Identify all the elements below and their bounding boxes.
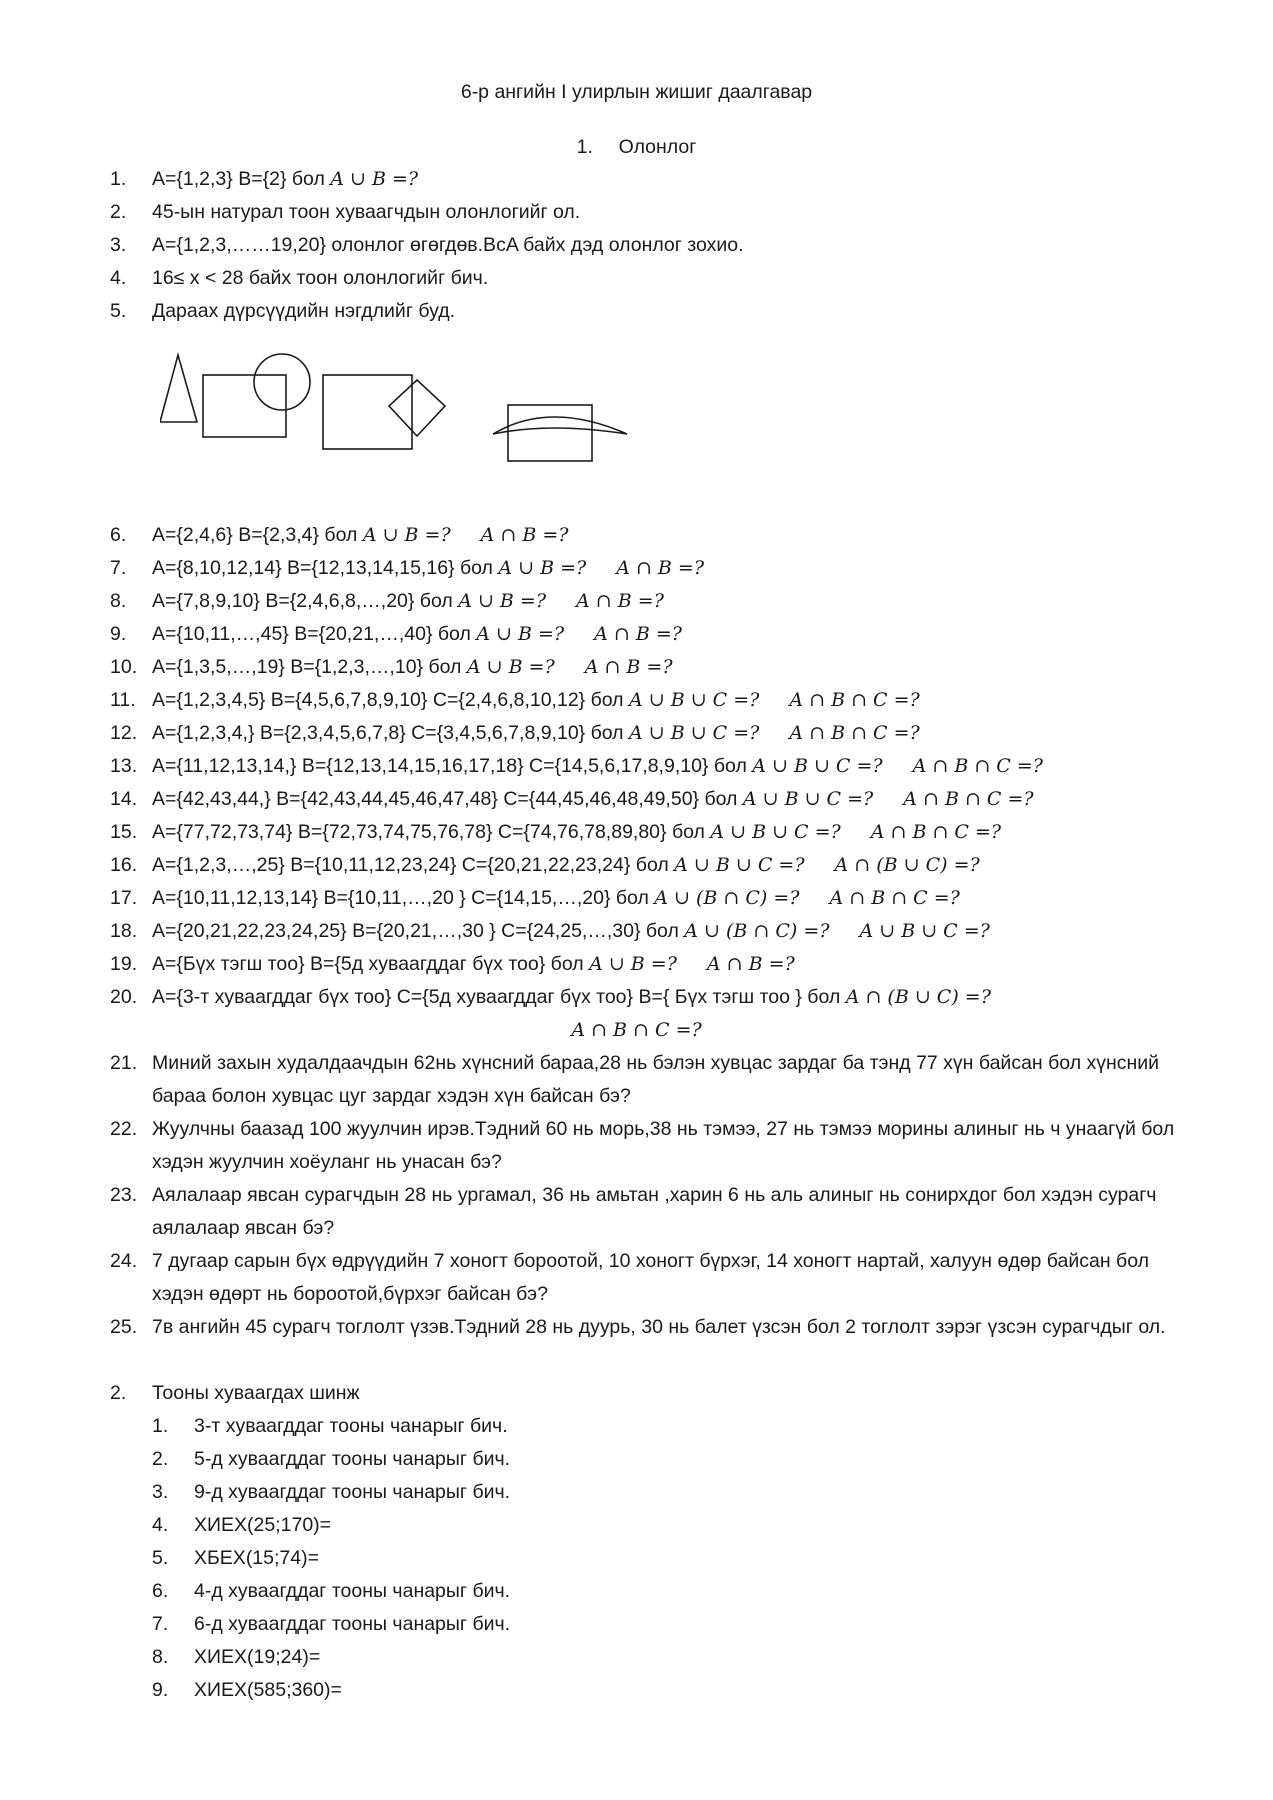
math-expression: A ∪ B ∪ C =? — [628, 689, 760, 711]
question-number: 21. — [110, 1052, 138, 1074]
question-number: 5. — [110, 300, 127, 322]
question-1 — [110, 163, 1200, 196]
question-text: A={1,2,3,4,} B={2,3,4,5,6,7,8} C={3,4,5,6,7,8,9,10} бол — [152, 722, 624, 744]
item-text: 4-д хуваагддаг тооны чанарыг бич. — [194, 1580, 511, 1602]
question-text: A={3-т хуваагддаг бүх тоо} C={5д хуваагддаг бүх тоо} B={ Бүх тэгш тоо } бол — [152, 986, 841, 1008]
question-number: 4. — [110, 267, 127, 289]
question-number: 15. — [110, 821, 138, 843]
page-title: 6-р ангийн I улирлын жишиг даалгавар — [460, 81, 813, 103]
question-number: 11. — [110, 689, 136, 711]
question-text: A={10,11,12,13,14} B={10,11,…,20 } C={14,15,…,20} бол — [152, 887, 649, 909]
question-12 — [110, 717, 1200, 750]
question-25 — [110, 1311, 1200, 1344]
arc-shape-bottom — [493, 428, 627, 434]
question-number: 24. — [110, 1250, 138, 1272]
math-expression: A ∪ (B ∩ C) =? — [654, 887, 800, 909]
question-text: A={10,11,…,45} B={20,21,…,40} бол — [152, 623, 471, 645]
question-number: 23. — [110, 1184, 138, 1206]
math-expression: A ∩ B ∩ C =? — [571, 1019, 702, 1041]
section-2-item-1 — [152, 1410, 1152, 1443]
section-2-heading — [110, 1377, 1200, 1410]
section-1-heading — [0, 136, 1273, 159]
triangle-shape — [160, 355, 197, 422]
question-20 — [110, 981, 1200, 1014]
square-shape — [323, 375, 412, 449]
question-number: 8. — [110, 590, 127, 612]
question-text: A={20,21,22,23,24,25} B={20,21,…,30 } C={24,25,…,30} бол — [152, 920, 679, 942]
question-17 — [110, 882, 1200, 915]
math-expression: A ∪ B ∪ C =? — [742, 788, 874, 810]
question-text: A={1,3,5,…,19} B={1,2,3,…,10} бол — [152, 656, 462, 678]
question-text: A={8,10,12,14} B={12,13,14,15,16} бол — [152, 557, 493, 579]
section-2-number: 2. — [110, 1382, 127, 1404]
math-expression: A ∩ B =? — [616, 557, 705, 579]
question-number: 6. — [110, 524, 127, 546]
question-number: 16. — [110, 854, 138, 876]
section-2-item-9 — [152, 1674, 1152, 1707]
question-number: 10. — [110, 656, 138, 678]
item-text: 9-д хуваагддаг тооны чанарыг бич. — [194, 1481, 511, 1503]
section-2-item-7 — [152, 1608, 1152, 1641]
item-text: ХИЕХ(19;24)= — [194, 1646, 321, 1668]
math-expression: A ∩ B ∩ C =? — [912, 755, 1043, 777]
question-number: 25. — [110, 1316, 138, 1338]
question-text: A={1,2,3,……19,20} олонлог өгөгдөв.BcA байх дэд олонлог зохио. — [152, 234, 744, 256]
rectangle-shape-2 — [508, 405, 592, 461]
question-text: A={1,2,3} B={2} бол — [152, 168, 325, 190]
item-text: 5-д хуваагддаг тооны чанарыг бич. — [194, 1448, 511, 1470]
question-23 — [110, 1179, 1200, 1245]
math-expression: A ∪ B ∪ C =? — [674, 854, 805, 876]
item-number: 7. — [152, 1613, 169, 1635]
question-text: A={Бүх тэгш тоо} B={5д хуваагддаг бүх тоо} бол — [152, 953, 584, 975]
diamond-shape — [389, 380, 445, 436]
math-expression: A ∩ B =? — [706, 953, 795, 975]
section-2-item-5 — [152, 1542, 1152, 1575]
item-number: 5. — [152, 1547, 169, 1569]
circle-shape — [254, 354, 310, 410]
question-11 — [110, 684, 1200, 717]
math-expression: A ∩ B =? — [576, 590, 664, 612]
section-2-title: Тооны хуваагдах шинж — [152, 1382, 360, 1404]
item-text: ХИЕХ(585;360)= — [194, 1679, 342, 1701]
question-18 — [110, 915, 1200, 948]
question-19 — [110, 948, 1200, 981]
question-9 — [110, 618, 1200, 651]
question-number: 13. — [110, 755, 138, 777]
question-text: Жуулчны баазад 100 жуулчин ирэв.Тэдний 60 нь морь,38 нь тэмээ, 27 нь тэмээ морины алиныг нь ч унаагүй бол хэдэн жуулчин хоёуланг нь унасан бэ? — [152, 1118, 1175, 1173]
question-number: 9. — [110, 623, 127, 645]
math-expression: A ∪ B ∪ C =? — [859, 920, 990, 942]
question-number: 12. — [110, 722, 138, 744]
shapes-figure — [160, 350, 660, 470]
rectangle-shape — [203, 375, 286, 437]
math-expression: A ∩ B ∩ C =? — [829, 887, 960, 909]
question-6 — [110, 519, 1200, 552]
item-text: 6-д хуваагддаг тооны чанарыг бич. — [194, 1613, 511, 1635]
section-1-number: 1. — [576, 136, 593, 158]
math-expression: A ∪ B ∪ C =? — [710, 821, 841, 843]
question-text: A={42,43,44,} B={42,43,44,45,46,47,48} C={44,45,46,48,49,50} бол — [152, 788, 738, 810]
question-number: 1. — [110, 168, 127, 190]
question-number: 2. — [110, 201, 127, 223]
question-3 — [110, 229, 1200, 262]
section-1-title: Олонлог — [618, 136, 697, 158]
question-text: A={11,12,13,14,} B={12,13,14,15,16,17,18} C={14,5,6,17,8,9,10} бол — [152, 755, 747, 777]
question-text: A={7,8,9,10} B={2,4,6,8,…,20} бол — [152, 590, 453, 612]
math-expression: A ∪ B ∪ C =? — [628, 722, 760, 744]
question-text: 16≤ x < 28 байх тоон олонлогийг бич. — [152, 267, 489, 289]
question-text: 45-ын натурал тоон хуваагчдын олонлогийг ол. — [152, 201, 581, 223]
item-number: 2. — [152, 1448, 169, 1470]
question-number: 17. — [110, 887, 138, 909]
item-number: 4. — [152, 1514, 169, 1536]
item-text: ХБЕХ(15;74)= — [194, 1547, 319, 1569]
math-expression: A ∪ B =? — [330, 168, 419, 190]
math-expression: A ∩ B =? — [584, 656, 673, 678]
math-expression: A ∩ B ∩ C =? — [870, 821, 1002, 843]
question-14 — [110, 783, 1200, 816]
section-2-item-4 — [152, 1509, 1152, 1542]
question-text: Дараах дүрсүүдийн нэгдлийг буд. — [152, 300, 455, 322]
question-number: 3. — [110, 234, 127, 256]
question-number: 20. — [110, 986, 138, 1008]
question-text: A={2,4,6} B={2,3,4} бол — [152, 524, 358, 546]
math-expression: A ∩ B ∩ C =? — [789, 689, 920, 711]
question-7 — [110, 552, 1200, 585]
question-2 — [110, 196, 1200, 229]
question-text: A={1,2,3,…,25} B={10,11,12,23,24} C={20,21,22,23,24} бол — [152, 854, 669, 876]
item-text: ХИЕХ(25;170)= — [194, 1514, 332, 1536]
section-2-item-3 — [152, 1476, 1152, 1509]
math-expression: A ∩ B ∩ C =? — [903, 788, 1034, 810]
question-8 — [110, 585, 1200, 618]
question-text: Миний захын худалдаачдын 62нь хүнсний бараа,28 нь бэлэн хувцас зардаг ба тэнд 77 хүн байсан бол хүнсний бараа болон хувцас цуг зардаг хэдэн хүн байсан бэ? — [152, 1052, 1160, 1107]
math-expression: A ∪ B ∪ C =? — [752, 755, 883, 777]
question-21 — [110, 1047, 1200, 1113]
math-expression: A ∩ B =? — [594, 623, 682, 645]
math-expression: A ∪ (B ∩ C) =? — [684, 920, 830, 942]
math-expression: A ∪ B =? — [476, 623, 565, 645]
question-text: A={77,72,73,74} B={72,73,74,75,76,78} C={74,76,78,89,80} бол — [152, 821, 705, 843]
question-20-continuation — [0, 1014, 1273, 1047]
item-number: 1. — [152, 1415, 169, 1437]
question-15 — [110, 816, 1200, 849]
question-number: 18. — [110, 920, 138, 942]
question-4 — [110, 262, 1200, 295]
question-text: 7в ангийн 45 сурагч тоглолт үзэв.Тэдний 28 нь дуурь, 30 нь балет үзсэн бол 2 тоглолт зэрэг үзсэн сурагчдыг ол. — [152, 1316, 1166, 1338]
item-number: 8. — [152, 1646, 169, 1668]
item-number: 3. — [152, 1481, 169, 1503]
question-16 — [110, 849, 1200, 882]
question-number: 19. — [110, 953, 138, 975]
question-number: 7. — [110, 557, 127, 579]
question-text: A={1,2,3,4,5} B={4,5,6,7,8,9,10} C={2,4,6,8,10,12} бол — [152, 689, 624, 711]
question-5 — [110, 295, 1200, 328]
math-expression: A ∪ B =? — [458, 590, 547, 612]
question-text: Аялалаар явсан сурагчдын 28 нь ургамал, 36 нь амьтан ,харин 6 нь аль алиныг нь сонирхдог бол хэдэн сурагч аялалаар явсан бэ? — [152, 1184, 1157, 1239]
math-expression: A ∪ B =? — [362, 524, 451, 546]
question-24 — [110, 1245, 1200, 1311]
math-expression: A ∩ (B ∪ C) =? — [834, 854, 980, 876]
section-2-item-8 — [152, 1641, 1152, 1674]
question-22 — [110, 1113, 1200, 1179]
math-expression: A ∩ (B ∪ C) =? — [845, 986, 991, 1008]
item-number: 6. — [152, 1580, 169, 1602]
question-number: 22. — [110, 1118, 138, 1140]
math-expression: A ∪ B =? — [498, 557, 587, 579]
item-text: 3-т хуваагддаг тооны чанарыг бич. — [194, 1415, 508, 1437]
question-10 — [110, 651, 1200, 684]
section-2-item-6 — [152, 1575, 1152, 1608]
question-number: 14. — [110, 788, 138, 810]
math-expression: A ∪ B =? — [589, 953, 677, 975]
question-13 — [110, 750, 1200, 783]
math-expression: A ∪ B =? — [466, 656, 555, 678]
math-expression: A ∩ B =? — [480, 524, 569, 546]
math-expression: A ∩ B ∩ C =? — [789, 722, 920, 744]
item-number: 9. — [152, 1679, 169, 1701]
section-2-item-2 — [152, 1443, 1152, 1476]
question-text: 7 дугаар сарын бүх өдрүүдийн 7 хоногт бороотой, 10 хоногт бүрхэг, 14 хоногт нартай, халуун өдөр байсан бол хэдэн өдөрт нь бороотой,бүрхэг байсан бэ? — [152, 1250, 1150, 1305]
